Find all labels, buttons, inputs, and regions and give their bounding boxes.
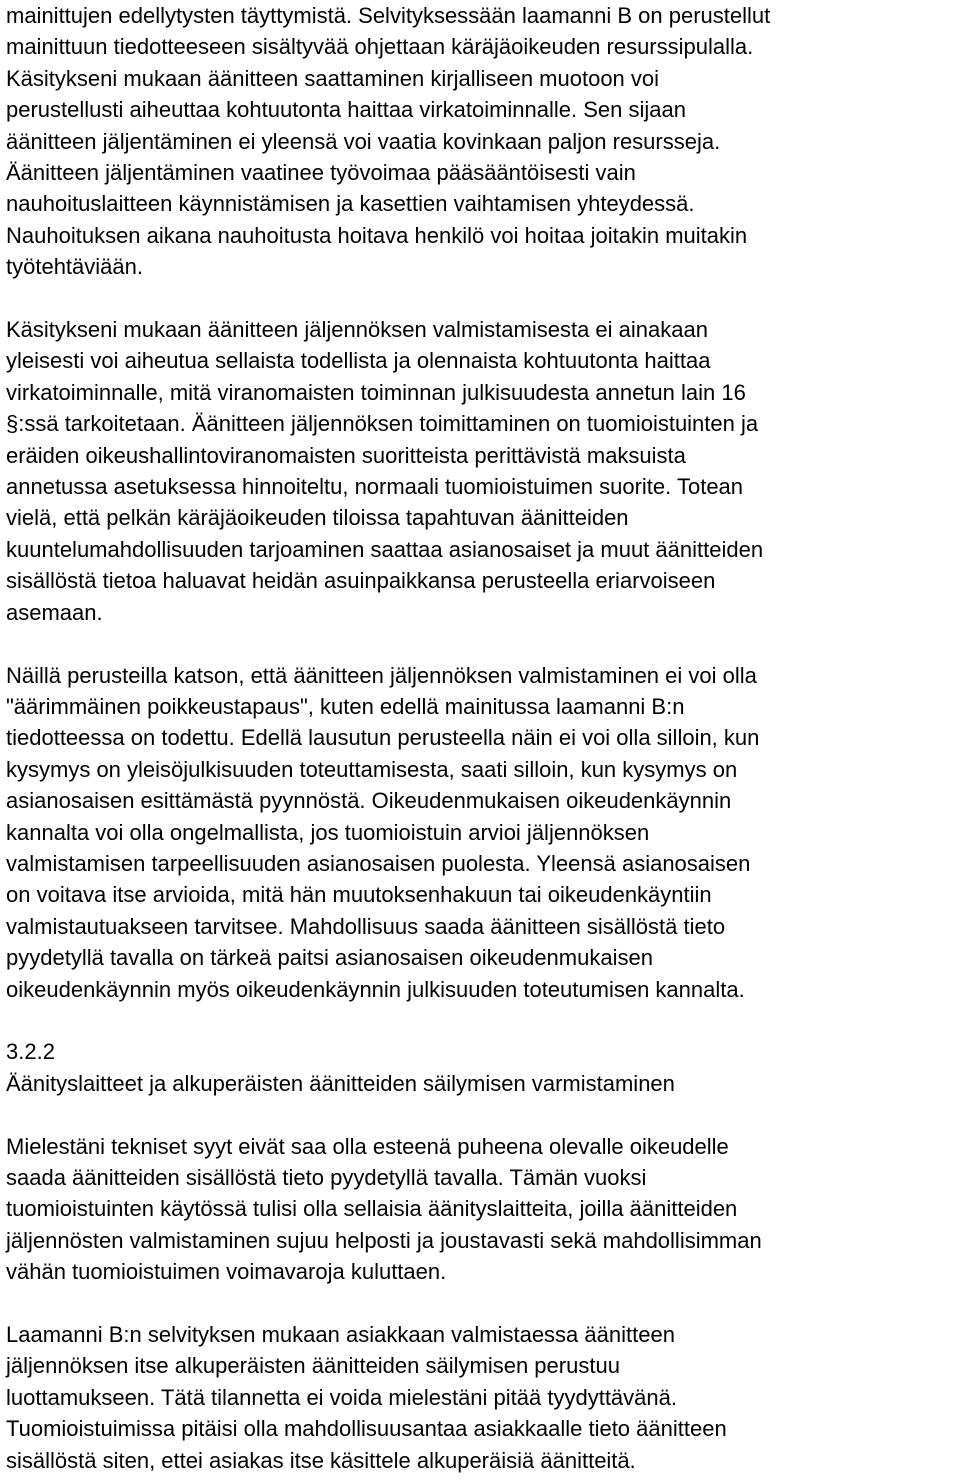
text-line: kysymys on yleisöjulkisuuden toteuttamisesta, saati silloin, kun kysymys on: [6, 756, 738, 782]
paragraph-gap: [6, 1005, 958, 1036]
text-line: sisällöstä siten, ettei asiakas itse käsittele alkuperäisiä äänitteitä.: [6, 1447, 636, 1473]
paragraph-gap: [6, 1099, 958, 1130]
text-line: perustellusti aiheuttaa kohtuutonta haittaa virkatoiminnalle. Sen sijaan: [6, 97, 686, 123]
text-line: vielä, että pelkän käräjäoikeuden tiloissa tapahtuvan äänitteiden: [6, 505, 629, 531]
paragraph-original-recordings: [6, 1319, 958, 1476]
text-line: tiedotteessa on todettu. Edellä lausutun perusteella näin ei voi olla silloin, kun: [6, 725, 760, 751]
paragraph-cost-and-equality: [6, 314, 958, 628]
text-line: jäljennöksen itse alkuperäisten äänitteiden säilymisen perustuu: [6, 1353, 620, 1379]
text-line: eräiden oikeushallintoviranomaisten suoritteista perittävistä maksuista: [6, 442, 686, 468]
text-line: jäljennösten valmistaminen sujuu helposti ja joustavasti sekä mahdollisimman: [6, 1227, 762, 1253]
text-line: Laamanni B:n selvityksen mukaan asiakkaan valmistaessa äänitteen: [6, 1321, 675, 1347]
text-line: työtehtäviään.: [6, 254, 143, 280]
text-line: asianosaisen esittämästä pyynnöstä. Oikeudenmukaisen oikeudenkäynnin: [6, 788, 732, 814]
text-line: valmistamisen tarpeellisuuden asianosaisen puolesta. Yleensä asianosaisen: [6, 850, 751, 876]
text-line: Nauhoituksen aikana nauhoitusta hoitava henkilö voi hoitaa joitakin muitakin: [6, 222, 748, 248]
text-line: asemaan.: [6, 599, 103, 625]
text-line: luottamukseen. Tätä tilannetta ei voida mielestäni pitää tyydyttävänä.: [6, 1384, 677, 1410]
document-page: [6, 0, 958, 1476]
text-line: mainittuun tiedotteeseen sisältyvää ohjettaan käräjäoikeuden resurssipulalla.: [6, 34, 754, 60]
text-line: saada äänitteiden sisällöstä tieto pyydetyllä tavalla. Tämän vuoksi: [6, 1164, 647, 1190]
text-line: Käsitykseni mukaan äänitteen jäljennöksen valmistamisesta ei ainakaan: [6, 317, 708, 343]
text-line: virkatoiminnalle, mitä viranomaisten toiminnan julkisuudesta annetun lain 16: [6, 379, 746, 405]
text-line: pyydetyllä tavalla on tärkeä paitsi asianosaisen oikeudenmukaisen: [6, 945, 653, 971]
text-line: "äärimmäinen poikkeustapaus", kuten edellä mainitussa laamanni B:n: [6, 693, 685, 719]
text-line: mainittujen edellytysten täyttymistä. Selvityksessään laamanni B on perustellut: [6, 3, 771, 28]
text-line: on voitava itse arvioida, mitä hän muutoksenhakuun tai oikeudenkäyntiin: [6, 882, 712, 908]
paragraph-gap: [6, 628, 958, 659]
paragraph-gap: [6, 283, 958, 314]
text-line: Näillä perusteilla katson, että äänitteen jäljennöksen valmistaminen ei voi olla: [6, 662, 757, 688]
section-title: Äänityslaitteet ja alkuperäisten äänitteiden säilymisen varmistaminen: [6, 1070, 675, 1096]
section-number: 3.2.2: [6, 1039, 55, 1065]
paragraph-technical-reasons: [6, 1131, 958, 1288]
text-line: sisällöstä tietoa haluavat heidän asuinpaikkansa perusteella eriarvoiseen: [6, 568, 716, 594]
section-heading: [6, 1036, 958, 1099]
text-line: kannalta voi olla ongelmallista, jos tuomioistuin arvioi jäljennöksen: [6, 819, 650, 845]
paragraph-conclusion: [6, 660, 958, 1005]
text-line: vähän tuomioistuimen voimavaroja kuluttaen.: [6, 1259, 447, 1285]
text-line: yleisesti voi aiheutua sellaista todellista ja olennaista kohtuutonta haittaa: [6, 348, 711, 374]
text-line: annetussa asetuksessa hinnoiteltu, normaali tuomioistuimen suorite. Totean: [6, 474, 744, 500]
paragraph-continuation: [6, 0, 958, 283]
text-line: nauhoituslaitteen käynnistämisen ja kasettien vaihtamisen yhteydessä.: [6, 191, 695, 217]
text-line: oikeudenkäynnin myös oikeudenkäynnin julkisuuden toteutumisen kannalta.: [6, 976, 745, 1002]
text-line: kuuntelumahdollisuuden tarjoaminen saattaa asianosaiset ja muut äänitteiden: [6, 536, 764, 562]
text-line: valmistautuakseen tarvitsee. Mahdollisuus saada äänitteen sisällöstä tieto: [6, 913, 726, 939]
text-line: äänitteen jäljentäminen ei yleensä voi vaatia kovinkaan paljon resursseja.: [6, 128, 721, 154]
text-line: Tuomioistuimissa pitäisi olla mahdollisuusantaa asiakkaalle tieto äänitteen: [6, 1416, 727, 1442]
text-line: Äänitteen jäljentäminen vaatinee työvoimaa pääsääntöisesti vain: [6, 160, 636, 186]
text-line: §:ssä tarkoitetaan. Äänitteen jäljennöksen toimittaminen on tuomioistuinten ja: [6, 411, 759, 437]
text-line: Mielestäni tekniset syyt eivät saa olla esteenä puheena olevalle oikeudelle: [6, 1133, 729, 1159]
text-line: Käsitykseni mukaan äänitteen saattaminen kirjalliseen muotoon voi: [6, 65, 660, 91]
text-line: tuomioistuinten käytössä tulisi olla sellaisia äänityslaitteita, joilla äänitteiden: [6, 1196, 738, 1222]
paragraph-gap: [6, 1288, 958, 1319]
